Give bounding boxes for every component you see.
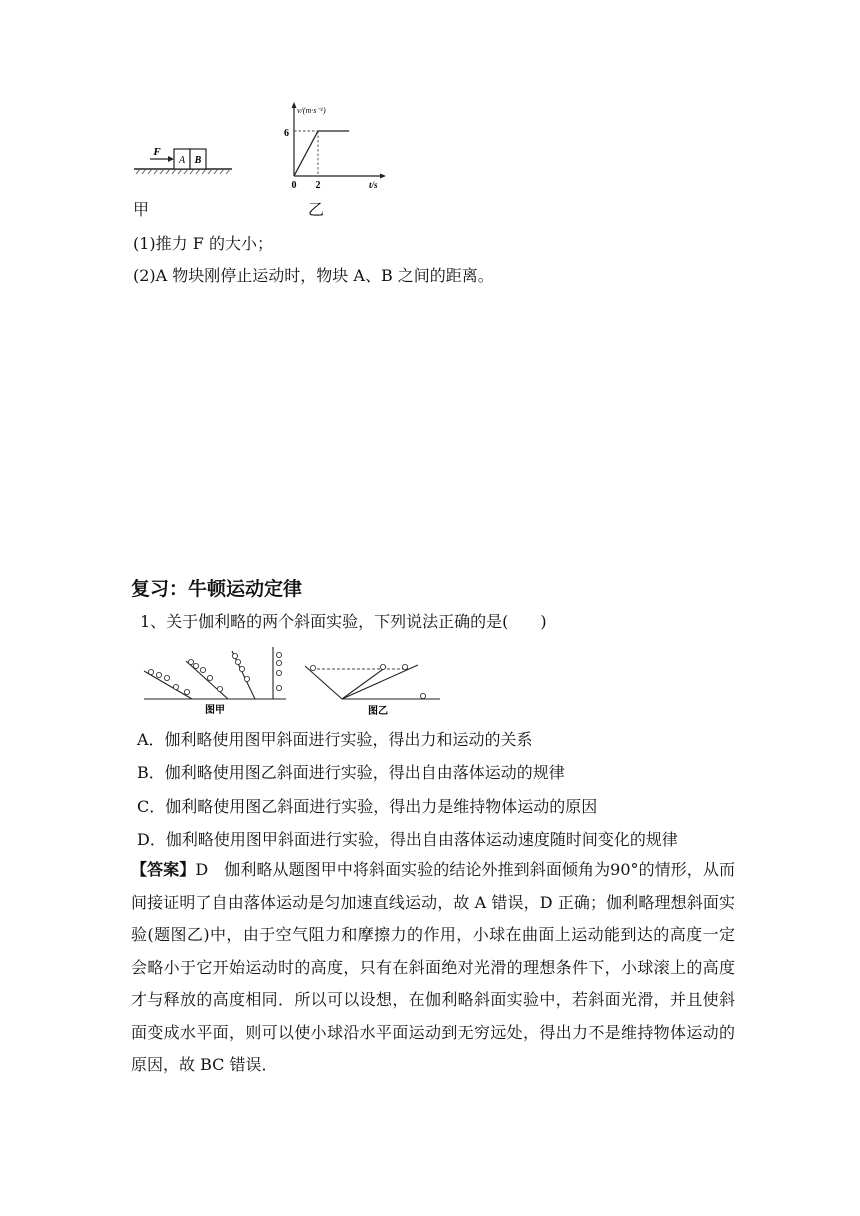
answer-letter: D <box>195 860 209 879</box>
y-axis-label: v/(m·s⁻¹) <box>297 106 326 115</box>
figure-inclines-yi <box>300 650 445 720</box>
vt-graph <box>280 98 390 193</box>
x-tick-2: 2 <box>315 180 321 191</box>
problem-1-stem: 1、关于伽利略的两个斜面实验，下列说法正确的是( ) <box>140 612 547 631</box>
velocity-line <box>294 131 349 176</box>
block-a-label: A <box>178 155 186 166</box>
answer-tag: 【答案】 <box>131 860 196 879</box>
question-2: (2)A 物块刚停止运动时，物块 A、B 之间的距离。 <box>133 266 494 285</box>
section-title: 复习：牛顿运动定律 <box>131 578 303 600</box>
question-1: (1)推力 F 的大小； <box>133 234 273 253</box>
caption-jia: 甲 <box>133 200 150 219</box>
option-a: A．伽利略使用图甲斜面进行实验，得出力和运动的关系 <box>137 730 533 749</box>
answer-explanation: 伽利略从题图甲中将斜面实验的结论外推到斜面倾角为90°的情形，从而间接证明了自由落体运动是匀加速直线运动，故 A 错误，D 正确；伽利略理想斜面实验(题图乙)中，由于空气阻力和摩擦力的作用，小球在曲面上运动能到达的高度一定会略小于它开始运动时的高度，只有在斜面绝对光滑的理想条件下，小球滚上的高度才与释放的高度相同．所以可以设想，在伽利略斜面实验中，若斜面光滑，并且使斜面变成水平面，则可以使小球沿水平面运动到无穷远处，得出力不是维持物体运动的原因，故 BC 错误． <box>131 860 735 1074</box>
figure-blocks <box>130 140 240 180</box>
option-b: B．伽利略使用图乙斜面进行实验，得出自由落体运动的规律 <box>137 763 565 782</box>
caption-tujia: 图甲 <box>205 705 225 716</box>
caption-tuyi: 图乙 <box>368 706 388 717</box>
answer-paragraph <box>131 854 735 1082</box>
origin-label: 0 <box>291 180 297 191</box>
option-d: D．伽利略使用图甲斜面进行实验，得出自由落体运动速度随时间变化的规律 <box>137 830 678 849</box>
y-tick-6: 6 <box>284 128 289 139</box>
block-b-label: B <box>194 155 202 166</box>
x-axis-label: t/s <box>369 180 378 190</box>
figure-inclines-jia <box>140 645 290 720</box>
force-label: F <box>153 146 161 158</box>
option-c: C．伽利略使用图乙斜面进行实验，得出力是维持物体运动的原因 <box>137 797 598 816</box>
caption-yi: 乙 <box>308 200 325 219</box>
